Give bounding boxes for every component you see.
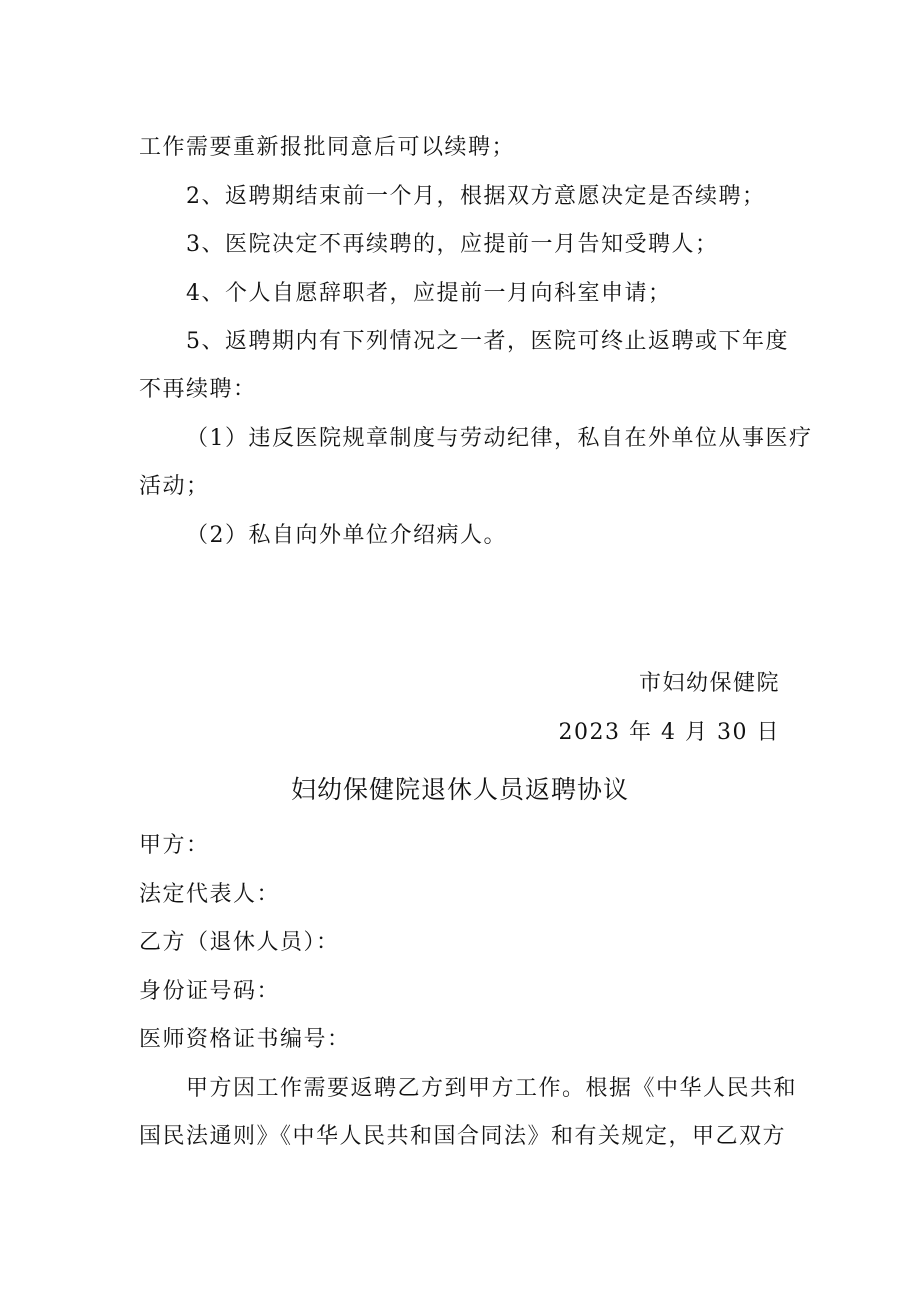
id-number-label: 身份证号码： bbox=[139, 979, 281, 1004]
list-item-5: 5、返聘期内有下列情况之一者，医院可终止返聘或下年度 bbox=[186, 329, 789, 354]
list-item-3: 3、医院决定不再续聘的，应提前一月告知受聘人； bbox=[186, 232, 719, 257]
list-item-4: 4、个人自愿辞职者，应提前一月向科室申请； bbox=[186, 281, 672, 306]
intro-paragraph-line: 甲方因工作需要返聘乙方到甲方工作。根据《中华人民共和 bbox=[186, 1076, 798, 1101]
sub-item-1: （1）违反医院规章制度与劳动纪律，私自在外单位从事医疗 bbox=[186, 426, 813, 451]
party-a-label: 甲方： bbox=[139, 833, 210, 858]
signature-date: 2023 年 4 月 30 日 bbox=[558, 720, 780, 745]
sub-item-2: （2）私自向外单位介绍病人。 bbox=[186, 523, 507, 548]
license-number-label: 医师资格证书编号： bbox=[139, 1027, 351, 1052]
legal-representative-label: 法定代表人： bbox=[139, 882, 281, 907]
agreement-title: 妇幼保健院退休人员返聘协议 bbox=[290, 775, 629, 804]
list-item-2: 2、返聘期结束前一个月，根据双方意愿决定是否续聘； bbox=[186, 184, 766, 209]
sub-item-1-continued: 活动； bbox=[139, 474, 210, 499]
paragraph-line: 工作需要重新报批同意后可以续聘； bbox=[139, 135, 516, 160]
list-item-5-continued: 不再续聘： bbox=[139, 377, 257, 402]
signature-organization: 市妇幼保健院 bbox=[638, 671, 780, 696]
intro-paragraph-continued: 国民法通则》《中华人民共和国合同法》和有关规定，甲乙双方 bbox=[139, 1124, 787, 1149]
party-b-label: 乙方（退休人员）： bbox=[139, 930, 340, 955]
